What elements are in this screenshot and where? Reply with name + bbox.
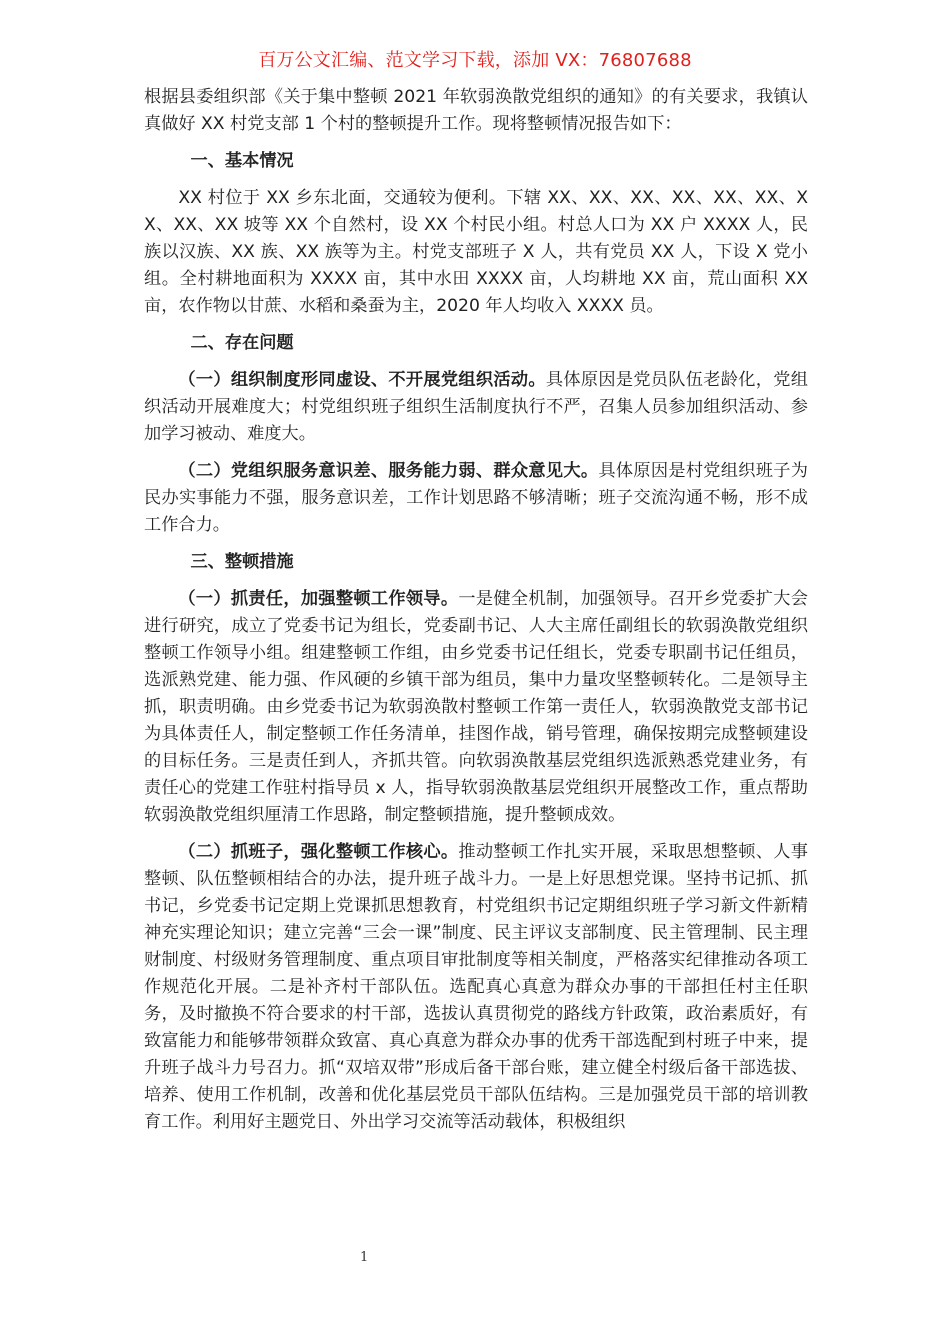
paragraph: （二）抓班子，强化整顿工作核心。推动整顿工作扎实开展，采取思想整顿、人事整顿、队伍整顿相结合的办法，提升班子战斗力。一是上好思想党课。坚持书记抓、抓书记，乡党委书记定期上党课抓思想教育，村党组织书记定期组织班子学习新文件新精神充实理论知识；建立完善“三会一课”制度、民主评议支部制度、民主管理制、民主理财制度、村级财务管理制度、重点项目审批制度等相关制度，严格落实纪律推动各项工作规范化开展。二是补齐村干部队伍。选配真心真意为群众办事的干部担任村主任职务，及时撤换不符合要求的村干部，选拔认真贯彻党的路线方针政策，政治素质好，有致富能力和能够带领群众致富、真心真意为群众办事的优秀干部选配到村班子中来，提升班子战斗力号召力。抓“双培双带”形成后备干部台账，建立健全村级后备干部选拔、培养、使用工作机制，改善和优化基层党员干部队伍结构。三是加强党员干部的培训教育工作。利用好主题党日、外出学习交流等活动载体，积极组织 — [144, 842, 808, 1132]
subheading: （一）组织制度形同虚设、不开展党组织活动。 — [178, 370, 546, 390]
section-heading-1: 一、基本情况 — [190, 151, 294, 171]
watermark-banner: 百万公文汇编、范文学习下载，添加 VX：76807688 — [258, 50, 692, 71]
subheading: （二）党组织服务意识差、服务能力弱、群众意见大。 — [178, 461, 599, 481]
paragraph: （二）党组织服务意识差、服务能力弱、群众意见大。具体原因是村党组织班子为民办实事能力不强，服务意识差，工作计划思路不够清晰；班子交流沟通不畅，形不成工作合力。 — [144, 461, 808, 535]
subheading: （一）抓责任，加强整顿工作领导。 — [178, 589, 459, 609]
paragraph: XX 村位于 XX 乡东北面，交通较为便利。下辖 XX、XX、XX、XX、XX、XX、XX、XX、XX 坡等 XX 个自然村，设 XX 个村民小组。村总人口为 XX 户 XXXX 人，民族以汉族、XX 族、XX 族等为主。村党支部班子 X 人，共有党员 XX 人，下设 X 党小组。全村耕地面积为 XXXX 亩，其中水田 XXXX 亩，人均耕地 XX 亩，荒山面积 XX 亩，农作物以甘蔗、水稻和桑蚕为主，2020 年人均收入 XXXX 员。 — [144, 188, 808, 316]
paragraph: （一）组织制度形同虚设、不开展党组织活动。具体原因是党员队伍老龄化，党组织活动开展难度大；村党组织班子组织生活制度执行不严，召集人员参加组织活动、参加学习被动、难度大。 — [144, 370, 808, 444]
document-body — [144, 84, 808, 1146]
page-number: 1 — [360, 1250, 369, 1265]
section-heading-2: 二、存在问题 — [190, 333, 294, 353]
subheading: （二）抓班子，强化整顿工作核心。 — [178, 842, 459, 862]
intro-paragraph: 根据县委组织部《关于集中整顿 2021 年软弱涣散党组织的通知》的有关要求，我镇认真做好 XX 村党支部 1 个村的整顿提升工作。现将整顿情况报告如下： — [144, 87, 808, 134]
section-heading-3: 三、整顿措施 — [190, 552, 294, 572]
paragraph: （一）抓责任，加强整顿工作领导。一是健全机制，加强领导。召开乡党委扩大会进行研究，成立了党委书记为组长，党委副书记、人大主席任副组长的软弱涣散党组织整顿工作领导小组。组建整顿工作组，由乡党委书记任组长，党委专职副书记任组员，选派熟党建、能力强、作风硬的乡镇干部为组员，集中力量攻坚整顿转化。二是领导主抓，职责明确。由乡党委书记为软弱涣散村整顿工作第一责任人，软弱涣散党支部书记为具体责任人，制定整顿工作任务清单，挂图作战，销号管理，确保按期完成整顿建设的目标任务。三是责任到人，齐抓共管。向软弱涣散基层党组织选派熟悉党建业务，有责任心的党建工作驻村指导员 x 人，指导软弱涣散基层党组织开展整改工作，重点帮助软弱涣散党组织厘清工作思路，制定整顿措施，提升整顿成效。 — [144, 589, 808, 825]
